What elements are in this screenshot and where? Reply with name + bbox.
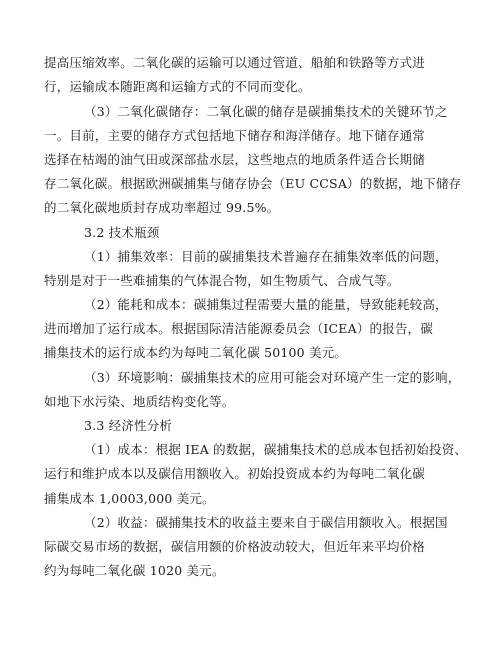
body-text-line: 选择在枯竭的油气田或深部盐水层，这些地点的地质条件适合长期储 — [44, 152, 426, 167]
body-text-line: （1）成本：根据 IEA 的数据，碳捕集技术的总成本包括初始投资、 — [84, 442, 468, 457]
section-heading: 3.2 技术瓶颈 — [84, 225, 160, 240]
body-text-line: 如地下水污染、地质结构变化等。 — [44, 394, 235, 409]
body-text-line: 存二氧化碳。根据欧洲碳捕集与储存协会（EU CCSA）的数据，地下储存 — [44, 176, 462, 191]
body-text-line: 特别是对于一些难捕集的气体混合物，如生物质气、合成气等。 — [44, 273, 400, 288]
body-text-line: 捕集成本 1,0003,000 美元。 — [44, 491, 215, 506]
body-text-line: 际碳交易市场的数据，碳信用额的价格波动较大，但近年来平均价格 — [44, 539, 426, 554]
body-text-line: 的二氧化碳地质封存成功率超过 99.5%。 — [44, 200, 280, 215]
body-text-line: 进而增加了运行成本。根据国际清洁能源委员会（ICEA）的报告，碳 — [44, 321, 434, 336]
body-text-line: （2）收益：碳捕集技术的收益主要来自于碳信用额收入。根据国 — [84, 515, 448, 530]
body-text-line: 提高压缩效率。二氧化碳的运输可以通过管道、船舶和铁路等方式进 — [44, 55, 426, 70]
body-text-line: （3）环境影响：碳捕集技术的应用可能会对环境产生一定的影响， — [84, 370, 461, 385]
body-text-line: 运行和维护成本以及碳信用额收入。初始投资成本约为每吨二氧化碳 — [44, 466, 426, 481]
body-text-line: （3）二氧化碳储存：二氧化碳的储存是碳捕集技术的关键环节之 — [84, 104, 448, 119]
section-heading: 3.3 经济性分析 — [84, 418, 173, 433]
body-text-line: （2）能耗和成本：碳捕集过程需要大量的能量，导致能耗较高， — [84, 297, 448, 312]
body-text-line: 行，运输成本随距离和运输方式的不同而变化。 — [44, 79, 311, 94]
body-text-line: 捕集技术的运行成本约为每吨二氧化碳 50100 美元。 — [44, 345, 348, 360]
body-text-line: （1）捕集效率：目前的碳捕集技术普遍存在捕集效率低的问题， — [84, 249, 448, 264]
body-text-line: 一。目前，主要的储存方式包括地下储存和海洋储存。地下储存通常 — [44, 128, 426, 143]
body-text-line: 约为每吨二氧化碳 1020 美元。 — [44, 563, 225, 578]
